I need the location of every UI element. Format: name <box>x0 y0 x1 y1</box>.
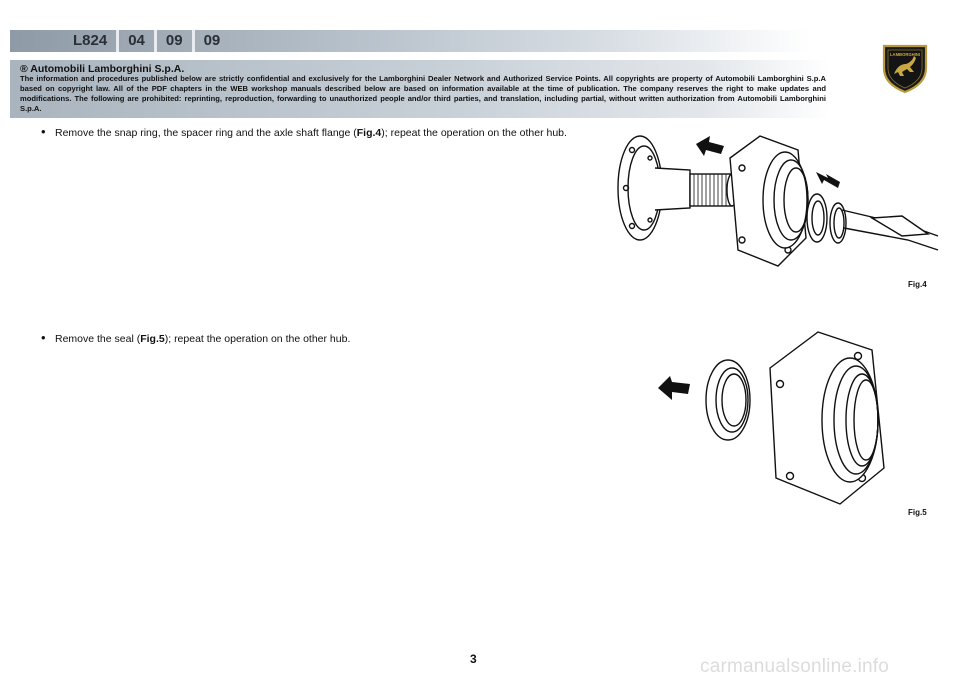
manual-code <box>64 30 229 52</box>
step-1-text-after: ); repeat the operation on the other hub. <box>381 127 567 139</box>
notice-text: The information and procedures published below are strictly confidential and exclusively for the Lamborghini Dealer Network and Authorized Service Points. All copyrights are property of Automobili Lamborghini S.p.A based on copyright law. All of the PDF chapters in the WEB workshop manuals described below are based on information available at the time of publication. The company reserves the right to make updates and modifications. The following are prohibited: reprinting, reproduction, forwarding to unauthorized people and/or third parties, and translation, including partial, without written authorization from Automobili Lamborghini S.p.A. <box>20 74 826 113</box>
step-1-text-before: Remove the snap ring, the spacer ring and the axle shaft flange ( <box>55 127 357 139</box>
step-2-figure-ref: Fig.5 <box>140 333 165 345</box>
fig4-illustration <box>610 128 940 278</box>
bullet-icon: • <box>41 330 46 345</box>
code-group: 04 <box>119 30 157 52</box>
code-section: 09 <box>203 32 221 49</box>
lamborghini-shield-logo <box>880 42 930 94</box>
fig5-label: Fig.5 <box>908 508 927 517</box>
step-1-figure-ref: Fig.4 <box>356 127 382 139</box>
fig4-label: Fig.4 <box>908 280 927 289</box>
code-model: L824 <box>64 30 119 52</box>
bullet-icon: • <box>41 124 46 139</box>
procedure-step-1 <box>41 124 600 140</box>
code-subgroup: 09 <box>157 30 195 52</box>
logo-text: LAMBORGHINI <box>889 52 921 57</box>
step-2-text-before: Remove the seal ( <box>55 333 141 345</box>
page-number: 3 <box>470 652 477 666</box>
fig5-illustration <box>650 328 900 508</box>
procedure-step-2 <box>41 330 600 346</box>
step-2-text-after: ); repeat the operation on the other hub. <box>164 333 351 345</box>
notice-title: ® Automobili Lamborghini S.p.A. <box>20 63 185 75</box>
watermark: carmanualsonline.info <box>700 656 890 677</box>
